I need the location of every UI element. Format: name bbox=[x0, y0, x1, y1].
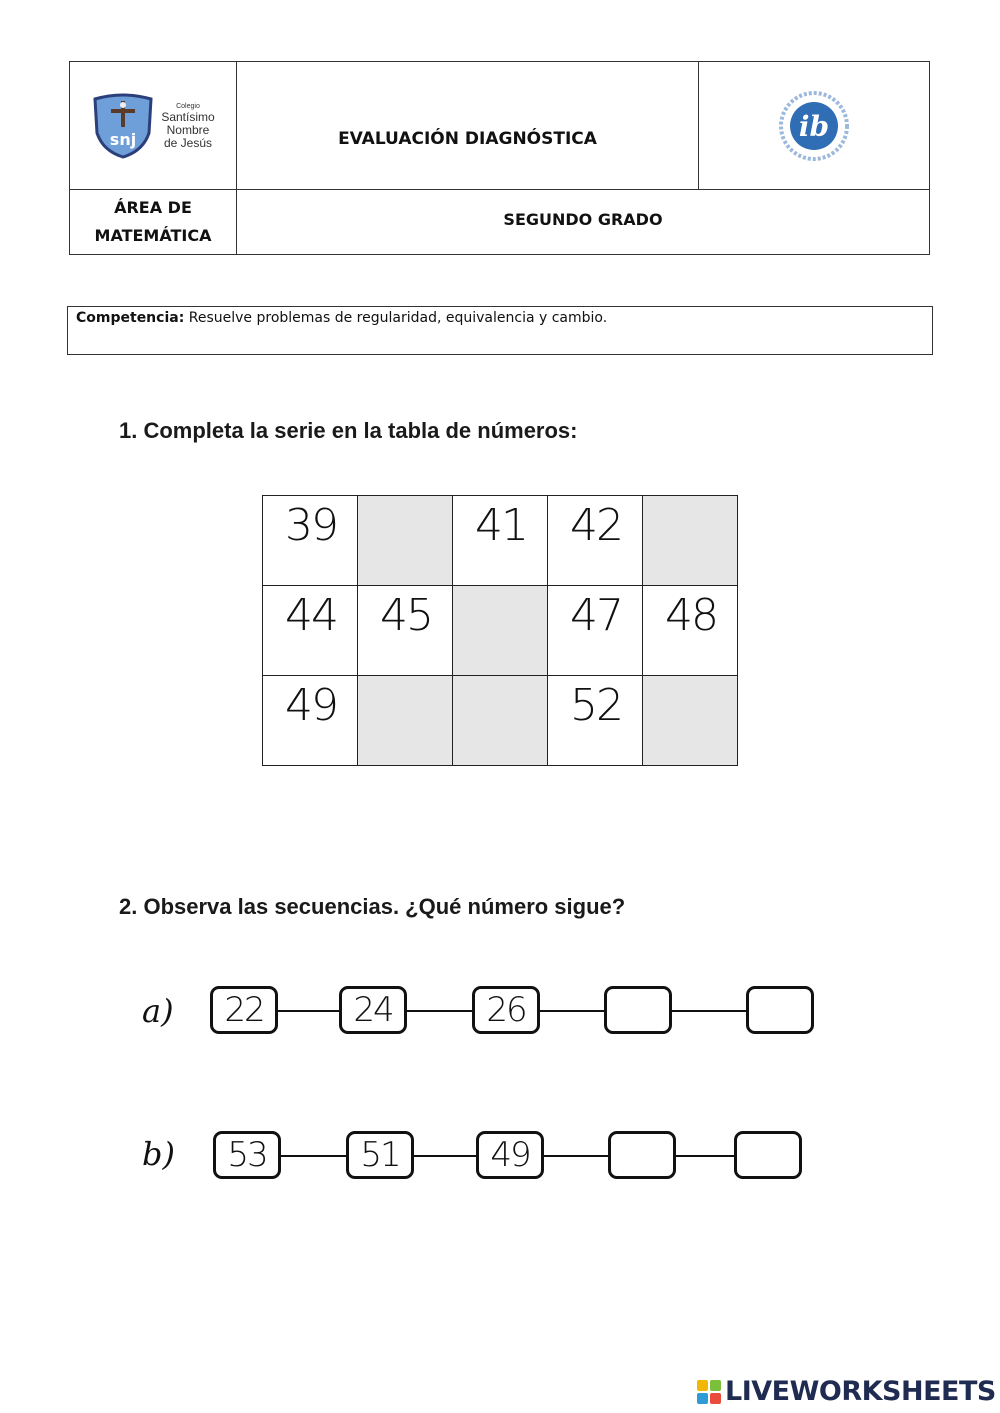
grade-label: SEGUNDO GRADO bbox=[503, 209, 663, 229]
grid-answer-cell[interactable] bbox=[453, 586, 548, 676]
sequence-number-box: 49 bbox=[476, 1131, 544, 1179]
svg-text:ib: ib bbox=[798, 109, 830, 143]
sequence-label: a) bbox=[142, 992, 174, 1030]
sequence-answer-box[interactable] bbox=[608, 1131, 676, 1179]
area-line-1: ÁREA DE bbox=[114, 198, 192, 217]
area-line-2: MATEMÁTICA bbox=[94, 226, 212, 245]
grid-number-cell: 45 bbox=[358, 586, 453, 676]
school-shield-icon bbox=[91, 93, 155, 159]
grid-answer-cell[interactable] bbox=[358, 496, 453, 586]
sequence-number-box: 53 bbox=[213, 1131, 281, 1179]
grid-answer-cell[interactable] bbox=[643, 676, 738, 766]
grid-answer-cell[interactable] bbox=[643, 496, 738, 586]
area-label bbox=[70, 190, 237, 254]
sequence-number-box: 24 bbox=[339, 986, 407, 1034]
number-grid bbox=[262, 495, 738, 766]
competencia-text: Resuelve problemas de regularidad, equivalencia y cambio. bbox=[184, 310, 608, 326]
sequence-answer-box[interactable] bbox=[734, 1131, 802, 1179]
sequence-connector bbox=[278, 1010, 339, 1012]
school-name: Colegio Santísimo Nombre de Jesús bbox=[161, 102, 215, 150]
competencia-box bbox=[67, 306, 933, 355]
sequence-number-box: 22 bbox=[210, 986, 278, 1034]
header-table bbox=[69, 61, 930, 255]
sequence-connector bbox=[540, 1010, 604, 1012]
competencia-label: Competencia: bbox=[76, 310, 185, 326]
svg-text:snj: snj bbox=[110, 129, 137, 149]
sequence-connector bbox=[676, 1155, 734, 1157]
grid-number-cell: 44 bbox=[263, 586, 358, 676]
grid-number-cell: 41 bbox=[453, 496, 548, 586]
liveworksheets-brand bbox=[697, 1376, 996, 1407]
question-1-title: 1. Completa la serie en la tabla de números: bbox=[119, 418, 578, 443]
sequence-answer-box[interactable] bbox=[604, 986, 672, 1034]
sequence-number-box: 51 bbox=[346, 1131, 414, 1179]
school-logo-cell bbox=[70, 62, 237, 190]
ib-logo-icon bbox=[778, 90, 850, 162]
sequence-connector bbox=[407, 1010, 472, 1012]
school-logo bbox=[91, 93, 214, 159]
sequence-connector bbox=[414, 1155, 476, 1157]
grid-number-cell: 48 bbox=[643, 586, 738, 676]
grid-number-cell: 47 bbox=[548, 586, 643, 676]
brand-logo-icon bbox=[697, 1380, 721, 1404]
sequence-connector bbox=[281, 1155, 346, 1157]
brand-text: LIVEWORKSHEETS bbox=[725, 1376, 996, 1407]
sequence-answer-box[interactable] bbox=[746, 986, 814, 1034]
grid-answer-cell[interactable] bbox=[358, 676, 453, 766]
grid-answer-cell[interactable] bbox=[453, 676, 548, 766]
grid-number-cell: 49 bbox=[263, 676, 358, 766]
sequence-connector bbox=[672, 1010, 746, 1012]
page-title: EVALUACIÓN DIAGNÓSTICA bbox=[237, 62, 699, 190]
sequence-connector bbox=[544, 1155, 608, 1157]
grid-number-cell: 42 bbox=[548, 496, 643, 586]
grid-number-cell: 39 bbox=[263, 496, 358, 586]
grid-number-cell: 52 bbox=[548, 676, 643, 766]
question-2-title: 2. Observa las secuencias. ¿Qué número sigue? bbox=[119, 894, 626, 919]
ib-logo-cell bbox=[699, 62, 929, 190]
sequence-number-box: 26 bbox=[472, 986, 540, 1034]
sequence-label: b) bbox=[142, 1135, 175, 1173]
